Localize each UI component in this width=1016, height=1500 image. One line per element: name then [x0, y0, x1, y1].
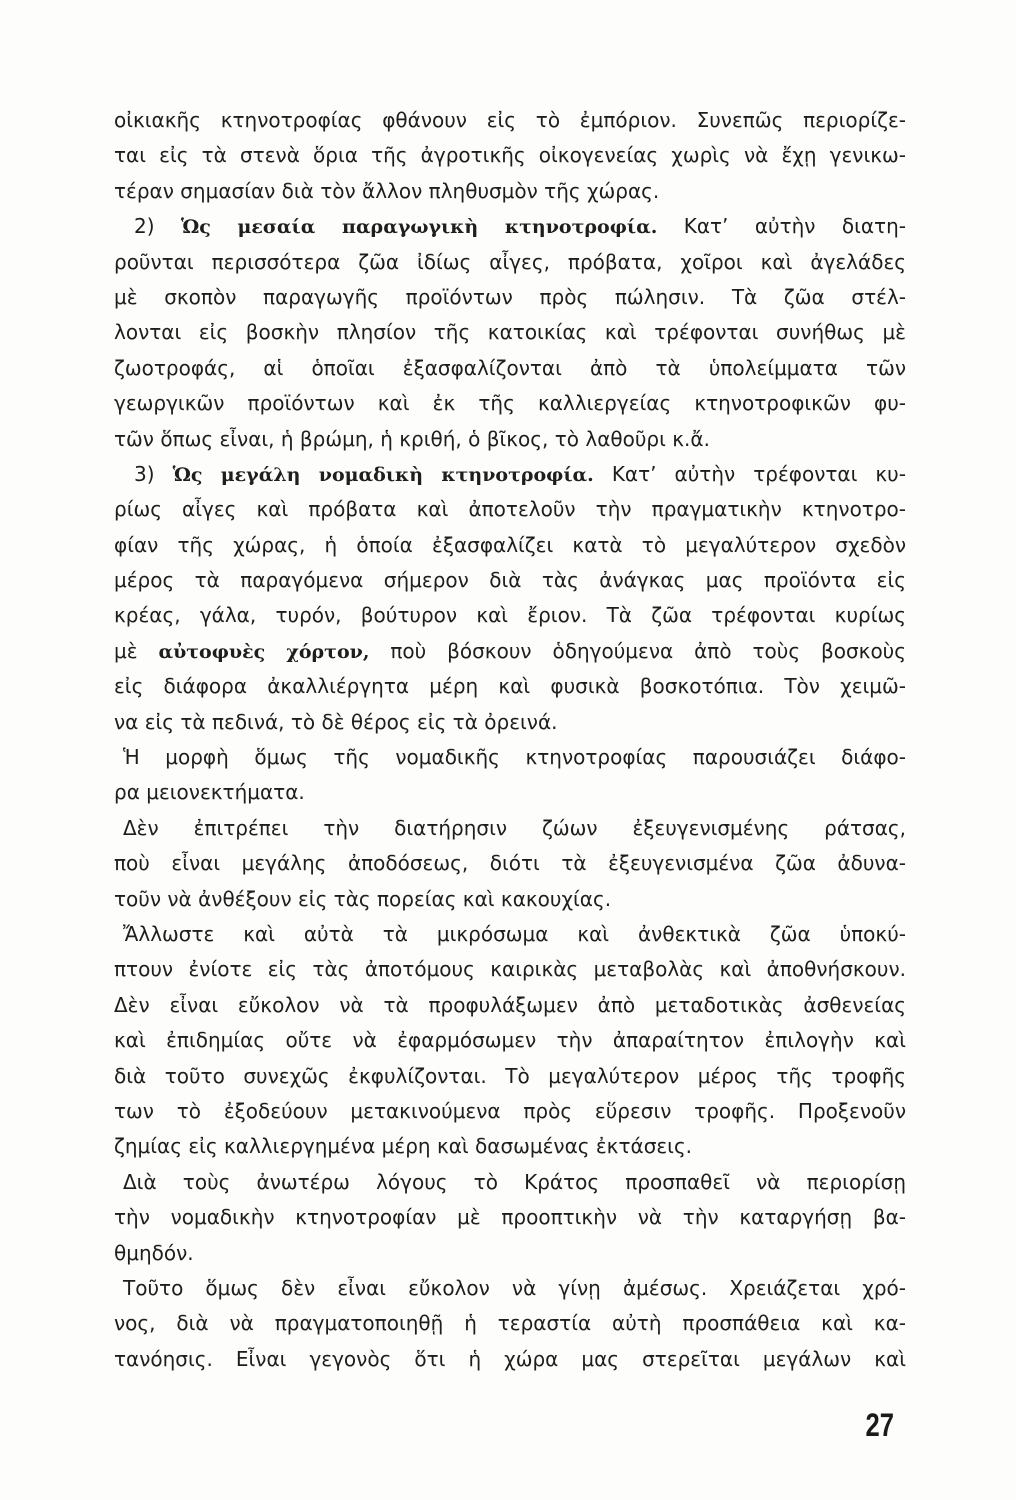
text-line: Ἡ μορφὴ ὅμως τῆς νομαδικῆς κτηνοτροφίας παρουσιάζει διάφο- — [123, 745, 906, 770]
line-text: ποὺ βόσκουν ὁδηγούμενα ἀπὸ τοὺς βοσκοὺς — [369, 638, 906, 663]
line-text: Κατ’ αὐτὴν τρέφονται κυ- — [593, 461, 906, 486]
line-text: μὲ — [114, 638, 159, 663]
text-line: Τοῦτο ὅμως δὲν εἶναι εὔκολον νὰ γίνῃ ἀμέσως. Χρειάζεται χρό- — [123, 1275, 906, 1300]
list-number: 3) — [134, 461, 173, 486]
text-line: τανόησις. Εἶναι γεγονὸς ὅτι ἡ χώρα μας στερεῖται μεγάλων καὶ — [114, 1346, 906, 1371]
page-number: 27 — [865, 1407, 894, 1443]
text-line: φίαν τῆς χώρας, ἡ ὁποία ἐξασφαλίζει κατὰ τὸ μεγαλύτερον σχεδὸν — [114, 532, 906, 557]
text-line: τὴν νομαδικὴν κτηνοτροφίαν μὲ προοπτικὴν νὰ τὴν καταργήσῃ βα- — [114, 1205, 906, 1230]
text-line: γεωργικῶν προϊόντων καὶ ἐκ τῆς καλλιεργείας κτηνοτροφικῶν φυ- — [114, 391, 906, 416]
text-line: ροῦνται περισσότερα ζῶα ἰδίως αἶγες, πρόβατα, χοῖροι καὶ ἀγελάδες — [114, 249, 906, 274]
text-line: μὲ σκοπὸν παραγωγῆς προϊόντων πρὸς πώλησιν. Τὰ ζῶα στέλ- — [114, 284, 906, 309]
bold-term: αὐτοφυὲς χόρτον, — [158, 640, 370, 663]
text-line: ποὺ εἶναι μεγάλης ἀποδόσεως, διότι τὰ ἐξευγενισμένα ζῶα ἀδυνα- — [114, 851, 906, 876]
text-line: Διὰ τοὺς ἀνωτέρω λόγους τὸ Κράτος προσπαθεῖ νὰ περιορίσῃ — [123, 1169, 906, 1194]
text-line — [114, 634, 906, 669]
text-line — [114, 209, 906, 244]
text-line: καὶ ἐπιδημίας οὔτε νὰ ἐφαρμόσωμεν τὴν ἀπαραίτητον ἐπιλογὴν καὶ — [114, 1028, 906, 1053]
text-line: ται εἰς τὰ στενὰ ὅρια τῆς ἀγροτικῆς οἰκογενείας χωρὶς νὰ ἔχῃ γενικω- — [114, 143, 906, 168]
bold-heading: Ὡς μεγάλη νομαδικὴ κτηνοτροφία. — [172, 463, 594, 486]
text-line: οἰκιακῆς κτηνοτροφίας φθάνουν εἰς τὸ ἐμπόριον. Συνεπῶς περιορίζε- — [114, 108, 906, 132]
text-line — [114, 457, 906, 492]
body-text — [114, 103, 906, 1377]
text-line: θμηδόν. — [114, 1240, 194, 1265]
text-line: ρα μειονεκτήματα. — [114, 780, 305, 805]
text-line: των τὸ ἐξοδεύουν μετακινούμενα πρὸς εὕρεσιν τροφῆς. Προξενοῦν — [114, 1098, 906, 1123]
text-line: διὰ τοῦτο συνεχῶς ἐκφυλίζονται. Τὸ μεγαλύτερον μέρος τῆς τροφῆς — [114, 1063, 906, 1088]
text-line: τοῦν νὰ ἀνθέξουν εἰς τὰς πορείας καὶ κακουχίας. — [114, 886, 612, 911]
text-line: Δὲν ἐπιτρέπει τὴν διατήρησιν ζώων ἐξευγενισμένης ράτσας, — [123, 815, 906, 840]
text-line: να εἰς τὰ πεδινά, τὸ δὲ θέρος εἰς τὰ ὀρεινά. — [114, 709, 558, 734]
text-line: ρίως αἶγες καὶ πρόβατα καὶ ἀποτελοῦν τὴν πραγματικὴν κτηνοτρο- — [114, 497, 906, 522]
text-line: ζημίας εἰς καλλιεργημένα μέρη καὶ δασωμένας ἐκτάσεις. — [114, 1134, 693, 1159]
list-number: 2) — [134, 214, 181, 239]
text-line: πτουν ἐνίοτε εἰς τὰς ἀποτόμους καιρικὰς μεταβολὰς καὶ ἀποθνήσκουν. — [114, 957, 906, 982]
text-line: Δὲν εἶναι εὔκολον νὰ τὰ προφυλάξωμεν ἀπὸ μεταδοτικὰς ἀσθενείας — [114, 992, 906, 1017]
line-text: Κατ’ αὐτὴν διατη- — [657, 214, 906, 239]
text-line: λονται εἰς βοσκὴν πλησίον τῆς κατοικίας καὶ τρέφονται συνήθως μὲ — [114, 320, 906, 345]
text-line: ζωοτροφάς, αἱ ὁποῖαι ἐξασφαλίζονται ἀπὸ τὰ ὑπολείμματα τῶν — [114, 355, 906, 380]
bold-heading: Ὡς μεσαία παραγωγικὴ κτηνοτροφία. — [180, 216, 658, 239]
text-line: τέραν σημασίαν διὰ τὸν ἄλλον πληθυσμὸν τῆς χώρας. — [114, 178, 660, 203]
text-line: μέρος τὰ παραγόμενα σήμερον διὰ τὰς ἀνάγκας μας προϊόντα εἰς — [114, 568, 906, 593]
text-line: νος, διὰ νὰ πραγματοποιηθῇ ἡ τεραστία αὐτὴ προσπάθεια καὶ κα- — [114, 1311, 906, 1336]
text-line: τῶν ὅπως εἶναι, ἡ βρώμη, ἡ κριθή, ὁ βῖκος, τὸ λαθοῦρι κ.ἄ. — [114, 426, 710, 451]
text-line: εἰς διάφορα ἀκαλλιέργητα μέρη καὶ φυσικὰ βοσκοτόπια. Τὸν χειμῶ- — [114, 674, 906, 699]
text-line: κρέας, γάλα, τυρόν, βούτυρον καὶ ἔριον. Τὰ ζῶα τρέφονται κυρίως — [114, 603, 906, 628]
text-line: Ἄλλωστε καὶ αὐτὰ τὰ μικρόσωμα καὶ ἀνθεκτικὰ ζῶα ὑποκύ- — [123, 921, 906, 946]
